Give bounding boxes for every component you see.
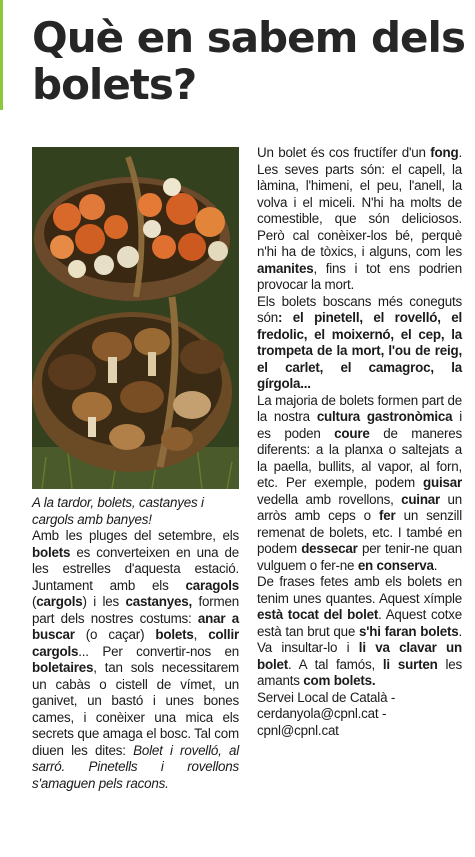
left-column <box>32 495 239 792</box>
text-run: Un bolet és cos fructífer d'un <box>257 145 431 160</box>
text-run: Bolet i rovelló, al sarró. Pinetells i rovellons s'amaguen pels racons. <box>32 742 239 791</box>
right-column <box>257 145 462 739</box>
bold-term: bolets <box>32 544 71 560</box>
bold-term: com bolets. <box>303 673 376 688</box>
gastronomy-paragraph <box>257 393 462 575</box>
bold-term: boletaires <box>32 660 94 675</box>
bold-term: cultura gastronòmica <box>316 409 453 424</box>
bold-term: dessecar <box>301 541 358 556</box>
text-run: per tenir-ne quan vulguem o fer-ne <box>257 541 462 573</box>
bold-term: en conserva <box>357 557 434 573</box>
bold-term: anar a buscar <box>32 610 239 642</box>
bold-term: fer <box>379 508 396 523</box>
text-run: de maneres diferents: a la planxa o saltejats a la paella, bullits, al vapor, al forn, etc. Per exemple, podem <box>257 425 462 490</box>
text-run: . Va insultar-lo i <box>257 623 463 655</box>
definition-paragraph <box>257 145 462 294</box>
bold-term: collir cargols <box>32 627 239 659</box>
bold-term: amanites <box>257 260 314 276</box>
bold-term: bolets <box>155 627 194 642</box>
text-run: , <box>193 627 209 642</box>
signature: Servei Local de Català - cerdanyola@cpnl.cat - cpnl@cpnl.cat <box>257 689 396 738</box>
text-run: (o caçar) <box>74 627 156 642</box>
bold-term: caragols <box>185 577 239 593</box>
text-run: les amants <box>257 656 462 688</box>
text-run: un senzill remenat de bolets, etc. I també en podem <box>257 508 462 556</box>
mushroom-baskets-photo <box>32 147 239 489</box>
text-run: Els bolets boscans més coneguts són <box>257 293 462 325</box>
text-run: ... Per convertir-nos en <box>78 643 239 659</box>
text-run: un arròs amb ceps o <box>257 491 462 523</box>
text-run: vedella amb rovellons, <box>257 491 402 507</box>
bold-term: li surten <box>382 656 438 672</box>
text-run: i es poden <box>257 409 462 441</box>
text-run: formen part dels nostres costums: <box>32 594 239 626</box>
idioms-paragraph <box>257 574 462 690</box>
article-title: Què en sabem dels bolets? <box>32 13 465 109</box>
bold-term: fong <box>430 145 459 160</box>
bold-term: : el pinetell, el rovelló, el fredolic, el moixernó, el cep, la trompeta de la mort, l'ou de reig, el carlet, el camagroc, la gírgola... <box>257 310 462 391</box>
text-run: De frases fetes amb els bolets en tenim unes quantes. Aquest xímple <box>257 574 462 606</box>
text-run: ( <box>32 594 37 609</box>
text-run: Amb les pluges del setembre, els <box>32 528 239 543</box>
bold-term: castanyes, <box>125 594 193 609</box>
bold-term: guisar <box>423 475 462 490</box>
text-run: . A tal famós, <box>288 656 383 672</box>
bold-term: s'hi faran bolets <box>359 623 459 639</box>
text-run: ) i les <box>82 594 126 609</box>
text-run: La majoria de bolets formen part de la nostra <box>257 392 462 424</box>
photo-caption: A la tardor, bolets, castanyes i cargols amb banyes! <box>32 495 204 527</box>
text-run: . <box>433 557 438 573</box>
bold-term: està tocat del bolet <box>257 607 379 622</box>
known-mushrooms-paragraph <box>257 294 462 393</box>
bold-term: coure <box>334 425 370 441</box>
text-run: . Aquest cotxe està tan brut que <box>257 607 462 639</box>
bold-term: cargols <box>36 594 83 609</box>
text-run: , fins i tot ens podrien provocar la mort. <box>257 260 462 292</box>
intro-paragraph <box>32 528 239 792</box>
mushroom-baskets-illustration <box>32 147 239 489</box>
text-run: . Les seves parts són: el capell, la làmina, l'himeni, el peu, l'anell, la volva i el miceli. N'hi ha molts de comestible, que són deliciosos. Però cal conèixer-los bé, perquè n'hi ha de tòxics, i alguns, com les <box>257 145 462 259</box>
bold-term: li va clavar un bolet <box>257 640 462 672</box>
bold-term: cuinar <box>401 491 441 507</box>
text-run: , tan sols necessitarem un cabàs o cistell de vímet, un ganivet, un bastó i unes bones cames, i conèixer una mica els secrets que amaga el bosc. Tal com diuen les dites: <box>32 660 239 758</box>
green-accent-line <box>0 0 3 110</box>
text-run: es converteixen en una de les estrelles d'aquesta estació. Juntament amb els <box>32 544 239 593</box>
